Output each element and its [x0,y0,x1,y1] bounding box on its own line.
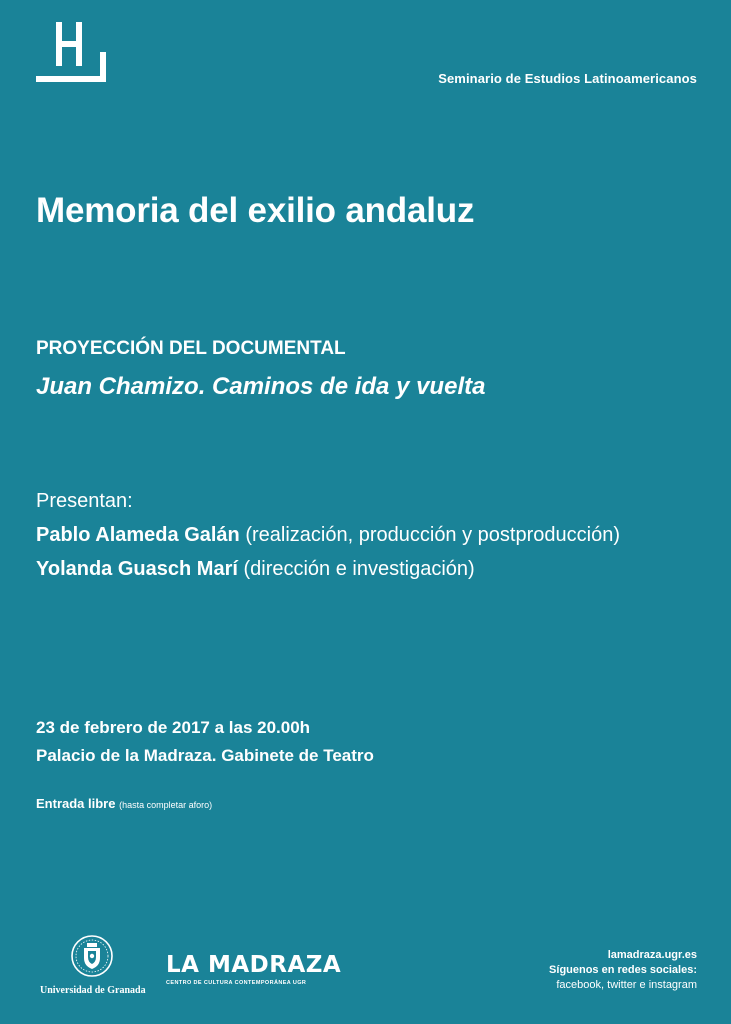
presenter-name: Yolanda Guasch Marí [36,558,238,580]
event-title: Memoria del exilio andaluz [36,191,475,230]
event-place: Palacio de la Madraza. Gabinete de Teatro [36,746,374,765]
presenter-name: Pablo Alameda Galán [36,524,240,546]
presenters-block [36,484,656,586]
entry-note: (hasta completar aforo) [119,800,213,810]
presenter-role: (realización, producción y postproducción) [239,524,620,546]
university-seal-icon [40,934,144,983]
madraza-subtitle: CENTRO DE CULTURA CONTEMPORÁNEA UGR [166,980,307,986]
contact-block [549,948,697,993]
presenter-entry [36,518,656,552]
presenters-intro: Presentan: [36,490,133,512]
website-link[interactable]: lamadraza.ugr.es [607,949,697,961]
entry-info [36,796,212,811]
presenter-entry [36,552,656,586]
event-date: 23 de febrero de 2017 a las 20.00h [36,718,311,737]
film-title: Juan Chamizo. Caminos de ida y vuelta [36,373,486,400]
seminar-name: Seminario de Estudios Latinoamericanos [438,71,697,86]
madraza-logo [166,952,342,994]
presenter-role: (dirección e investigación) [237,558,475,580]
entry-label: Entrada libre [36,796,116,811]
social-list: facebook, twitter e instagram [556,979,697,991]
h-bracket-logo-icon [36,22,108,84]
madraza-name: LA MADRAZA [166,952,342,978]
ugr-logo [40,934,144,994]
projection-label: PROYECCIÓN DEL DOCUMENTAL [36,338,346,359]
social-label: Síguenos en redes sociales: [549,964,697,976]
ugr-name: Universidad de Granada [40,985,146,996]
